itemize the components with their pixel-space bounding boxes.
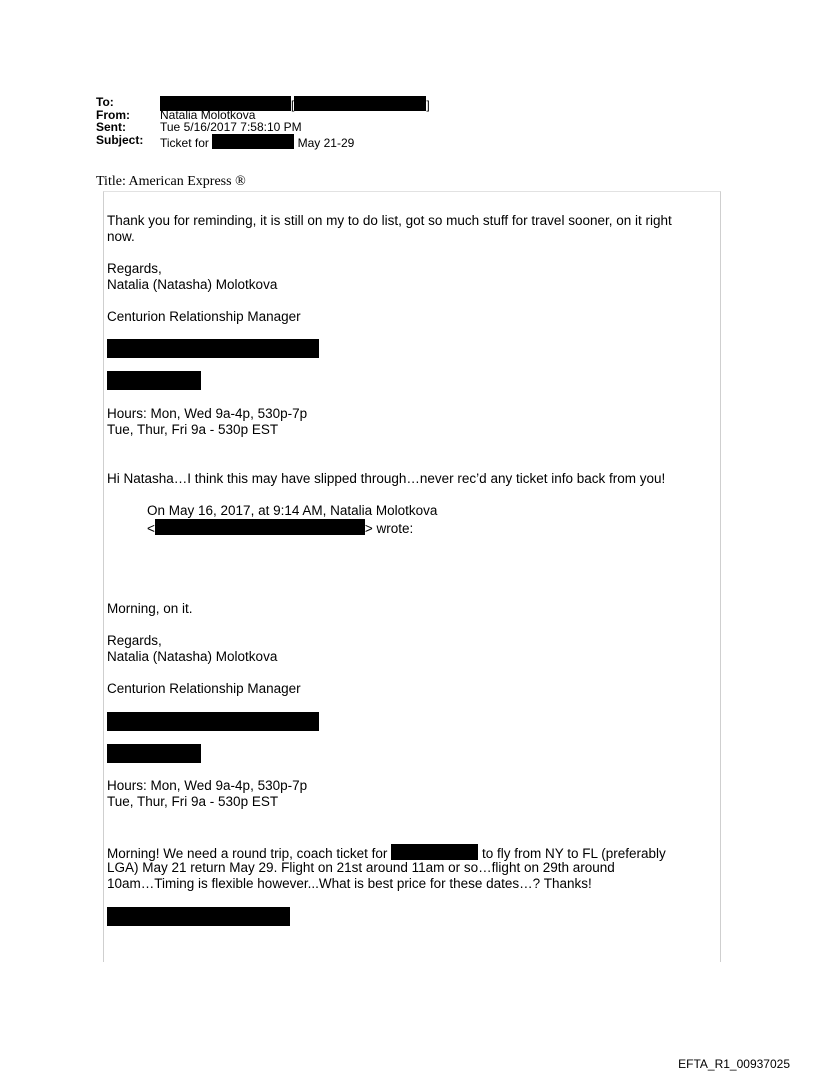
quote-open: < <box>147 521 155 536</box>
quote-header-line-2 <box>147 519 413 537</box>
redacted-block <box>107 371 201 390</box>
from-label: From: <box>96 107 130 122</box>
body-paragraph-1-line-2: now. <box>107 229 135 244</box>
document-id-footer: EFTA_R1_00937025 <box>678 1057 790 1071</box>
quote-close: > wrote: <box>364 521 414 536</box>
hours-1-line-1: Hours: Mon, Wed 9a-4p, 530p-7p <box>107 406 308 421</box>
redacted-block <box>107 712 319 731</box>
request-line-1-end: to fly from NY to FL (preferably <box>481 846 666 861</box>
morning-line: Morning, on it. <box>107 601 193 616</box>
subject-value <box>160 134 354 150</box>
signature-name-2: Natalia (Natasha) Molotkova <box>107 649 278 664</box>
sent-value: Tue 5/16/2017 7:58:10 PM <box>160 120 302 134</box>
from-value: Natalia Molotkova <box>160 107 256 122</box>
redacted-block <box>107 907 290 926</box>
to-bracket-open: [ <box>291 98 295 112</box>
redacted-block <box>107 744 201 763</box>
body-paragraph-1-line-1: Thank you for reminding, it is still on my to do list, got so much stuff for travel sooner, on it right <box>107 213 672 228</box>
redacted-block <box>155 519 365 535</box>
redacted-block <box>107 339 319 358</box>
request-line-1-start: Morning! We need a round trip, coach ticket for <box>107 846 388 861</box>
to-label: To: <box>96 95 114 109</box>
request-line-3: 10am…Timing is flexible however...What is best price for these dates…? Thanks! <box>107 876 592 891</box>
signature-role-1: Centurion Relationship Manager <box>107 309 301 324</box>
to-bracket-close: ] <box>426 98 430 112</box>
hours-2-line-2: Tue, Thur, Fri 9a - 530p EST <box>107 794 279 809</box>
regards-2: Regards, <box>107 633 162 648</box>
signature-role-2: Centurion Relationship Manager <box>107 681 301 696</box>
regards-1: Regards, <box>107 261 162 276</box>
quote-header-line-1: On May 16, 2017, at 9:14 AM, Natalia Molotkova <box>147 503 438 518</box>
signature-name-1: Natalia (Natasha) Molotkova <box>107 277 278 292</box>
subject-label: Subject: <box>96 132 144 147</box>
hours-2-line-1: Hours: Mon, Wed 9a-4p, 530p-7p <box>107 778 308 793</box>
request-line-2: LGA) May 21 return May 29. Flight on 21st around 11am or so…flight on 29th around <box>107 860 615 875</box>
sent-label: Sent: <box>96 120 126 134</box>
hours-1-line-2: Tue, Thur, Fri 9a - 530p EST <box>107 422 279 437</box>
redacted-block <box>212 134 294 149</box>
subject-suffix: May 21-29 <box>297 135 355 150</box>
email-title: Title: American Express ® <box>96 174 246 189</box>
subject-prefix: Ticket for <box>160 135 209 150</box>
redacted-block <box>391 844 478 860</box>
redacted-block <box>294 96 426 111</box>
message-hi-line: Hi Natasha…I think this may have slipped through…never rec’d any ticket info back from you! <box>107 471 666 486</box>
